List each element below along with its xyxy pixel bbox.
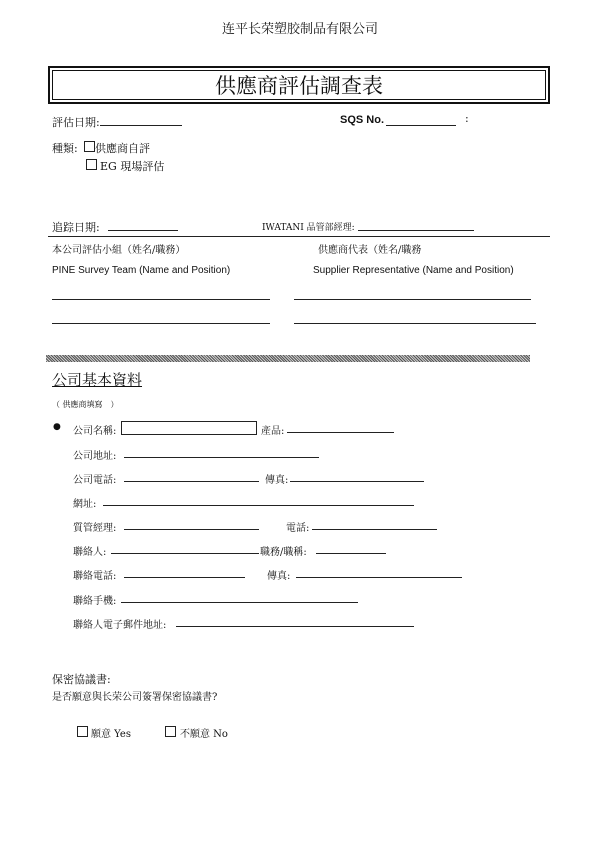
mobile-field[interactable] <box>121 602 358 603</box>
mobile-label: 聯絡手機: <box>73 596 117 607</box>
team-line-1[interactable] <box>52 299 270 300</box>
self-eval-label: 供應商自評 <box>95 142 150 155</box>
company-header: 连平长荣塑胶制品有限公司 <box>221 22 378 37</box>
qc-phone-field[interactable] <box>312 529 437 530</box>
section-title: 公司基本資料 <box>52 371 143 389</box>
hatched-divider <box>46 355 530 362</box>
form-title-box <box>48 66 550 104</box>
address-label: 公司地址: <box>73 451 117 462</box>
supplier-line-1[interactable] <box>294 299 531 300</box>
form-title: 供應商評估調查表 <box>52 70 546 100</box>
eval-date-label: 評估日期: <box>52 116 100 129</box>
follow-date-label: 追踪日期: <box>52 221 100 234</box>
contact-phone-label: 聯絡電話: <box>73 571 117 582</box>
contact-fax-field[interactable] <box>296 577 462 578</box>
onsite-eval-label: EG 現場評估 <box>100 160 165 173</box>
contact-label: 聯絡人: <box>73 547 107 558</box>
website-label: 網址: <box>73 499 97 510</box>
company-name-label: 公司名稱: <box>73 426 117 437</box>
qc-dept-manager-label: IWATANI 品管部經理: <box>262 223 355 233</box>
bullet: ● <box>53 422 61 432</box>
contact-phone-field[interactable] <box>124 577 245 578</box>
email-field[interactable] <box>176 626 414 627</box>
nda-question: 是否願意與长荣公司簽署保密協議書? <box>52 692 218 703</box>
phone-label: 公司電話: <box>73 475 117 486</box>
team-line-2[interactable] <box>52 323 270 324</box>
nda-no-label: 不願意 No <box>180 729 228 740</box>
contact-title-label: 職務/職稱: <box>260 547 307 558</box>
team-en-label: PINE Survey Team (Name and Position) <box>52 265 231 276</box>
team-cn-label: 本公司評估小組（姓名/職務） <box>52 245 186 256</box>
eval-date-field[interactable] <box>100 125 182 126</box>
self-eval-checkbox[interactable] <box>84 141 95 152</box>
nda-no-checkbox[interactable] <box>165 726 176 737</box>
company-name-input[interactable] <box>121 421 257 435</box>
supplier-rep-cn-label: 供應商代表（姓名/職務 <box>318 245 422 256</box>
product-field[interactable] <box>287 432 394 433</box>
email-label: 聯絡人電子郵件地址: <box>73 620 167 631</box>
nda-title: 保密協議書: <box>52 673 111 686</box>
qc-phone-label: 電話: <box>286 523 310 534</box>
contact-title-field[interactable] <box>316 553 386 554</box>
type-label: 種類: <box>52 142 78 155</box>
qc-dept-manager-field[interactable] <box>358 230 474 231</box>
nda-yes-checkbox[interactable] <box>77 726 88 737</box>
contact-field[interactable] <box>111 553 259 554</box>
nda-yes-label: 願意 Yes <box>91 729 131 740</box>
qc-manager-label: 質管經理: <box>73 523 117 534</box>
onsite-eval-checkbox[interactable] <box>86 159 97 170</box>
fax-label: 傳真: <box>265 475 289 486</box>
phone-field[interactable] <box>124 481 259 482</box>
qc-manager-field[interactable] <box>124 529 259 530</box>
divider-line <box>48 236 550 237</box>
supplier-line-2[interactable] <box>294 323 536 324</box>
follow-date-field[interactable] <box>108 230 178 231</box>
product-label: 產品: <box>261 426 285 437</box>
sqs-label: SQS No. <box>340 114 385 126</box>
website-field[interactable] <box>103 505 414 506</box>
section-note: （ 供應商填寫 ） <box>52 400 119 409</box>
sqs-field[interactable] <box>386 125 456 126</box>
contact-fax-label: 傳真: <box>267 571 291 582</box>
supplier-rep-en-label: Supplier Representative (Name and Position) <box>313 265 514 276</box>
fax-field[interactable] <box>290 481 424 482</box>
sqs-colon: : <box>465 112 469 125</box>
address-field[interactable] <box>124 457 319 458</box>
